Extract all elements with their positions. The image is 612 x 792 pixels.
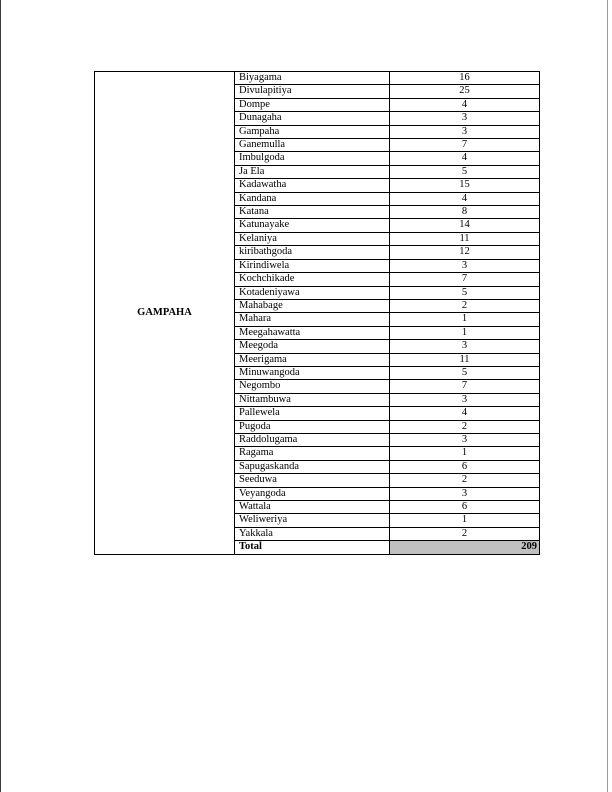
town-count-cell: 3 xyxy=(390,125,540,138)
town-name-cell: Divulapitiya xyxy=(235,85,390,98)
town-name-cell: Ganemulla xyxy=(235,139,390,152)
page-right-edge xyxy=(607,0,608,792)
town-count-cell: 3 xyxy=(390,487,540,500)
total-value-cell: 209 xyxy=(390,541,540,554)
town-count-cell: 14 xyxy=(390,219,540,232)
town-name-cell: Veyangoda xyxy=(235,487,390,500)
town-name-cell: Kelaniya xyxy=(235,232,390,245)
town-count-cell: 3 xyxy=(390,112,540,125)
town-name-cell: Ragama xyxy=(235,447,390,460)
town-name-cell: Kochchikade xyxy=(235,273,390,286)
town-name-cell: Weliweriya xyxy=(235,514,390,527)
town-name-cell: Pallewela xyxy=(235,407,390,420)
town-name-cell: Dunagaha xyxy=(235,112,390,125)
town-count-cell: 1 xyxy=(390,447,540,460)
town-name-cell: Mahabage xyxy=(235,299,390,312)
town-count-cell: 2 xyxy=(390,474,540,487)
town-name-cell: Katana xyxy=(235,206,390,219)
town-count-cell: 3 xyxy=(390,433,540,446)
town-count-cell: 11 xyxy=(390,353,540,366)
town-name-cell: Kandana xyxy=(235,192,390,205)
town-name-cell: Dompe xyxy=(235,98,390,111)
town-name-cell: Imbulgoda xyxy=(235,152,390,165)
town-name-cell: Sapugaskanda xyxy=(235,460,390,473)
town-count-cell: 16 xyxy=(390,72,540,85)
town-count-cell: 11 xyxy=(390,232,540,245)
town-count-cell: 8 xyxy=(390,206,540,219)
town-name-cell: Ja Ela xyxy=(235,165,390,178)
town-count-cell: 5 xyxy=(390,165,540,178)
town-name-cell: Meegahawatta xyxy=(235,326,390,339)
town-count-cell: 7 xyxy=(390,273,540,286)
town-count-cell: 15 xyxy=(390,179,540,192)
town-count-cell: 12 xyxy=(390,246,540,259)
town-count-cell: 1 xyxy=(390,514,540,527)
town-name-cell: Katunayake xyxy=(235,219,390,232)
town-count-cell: 5 xyxy=(390,286,540,299)
town-name-cell: Yakkala xyxy=(235,527,390,540)
town-count-cell: 7 xyxy=(390,380,540,393)
town-name-cell: Nittambuwa xyxy=(235,393,390,406)
town-name-cell: Meegoda xyxy=(235,340,390,353)
town-count-cell: 2 xyxy=(390,527,540,540)
town-name-cell: Kotadeniyawa xyxy=(235,286,390,299)
town-name-cell: Wattala xyxy=(235,501,390,514)
town-name-cell: Negombo xyxy=(235,380,390,393)
town-name-cell: Kirindiwela xyxy=(235,259,390,272)
town-name-cell: Raddolugama xyxy=(235,433,390,446)
town-count-cell: 1 xyxy=(390,313,540,326)
town-count-cell: 2 xyxy=(390,420,540,433)
town-count-table xyxy=(94,71,540,555)
town-name-cell: Pugoda xyxy=(235,420,390,433)
town-name-cell: Biyagama xyxy=(235,72,390,85)
town-count-cell: 6 xyxy=(390,460,540,473)
town-name-cell: Meerigama xyxy=(235,353,390,366)
town-count-cell: 3 xyxy=(390,393,540,406)
town-name-cell: Mahara xyxy=(235,313,390,326)
town-count-cell: 25 xyxy=(390,85,540,98)
town-count-cell: 4 xyxy=(390,98,540,111)
table-row xyxy=(95,72,540,85)
town-name-cell: Seeduwa xyxy=(235,474,390,487)
town-count-cell: 4 xyxy=(390,152,540,165)
town-count-cell: 7 xyxy=(390,139,540,152)
district-name-cell: GAMPAHA xyxy=(95,72,235,555)
town-count-cell: 2 xyxy=(390,299,540,312)
town-count-cell: 3 xyxy=(390,259,540,272)
total-label-cell: Total xyxy=(235,541,390,554)
table-body xyxy=(95,72,540,555)
town-name-cell: Minuwangoda xyxy=(235,366,390,379)
town-name-cell: Gampaha xyxy=(235,125,390,138)
town-name-cell: Kadawatha xyxy=(235,179,390,192)
page-left-edge xyxy=(0,0,1,792)
town-count-cell: 1 xyxy=(390,326,540,339)
town-count-cell: 5 xyxy=(390,366,540,379)
town-count-cell: 4 xyxy=(390,192,540,205)
town-count-cell: 3 xyxy=(390,340,540,353)
town-count-cell: 6 xyxy=(390,501,540,514)
town-count-cell: 4 xyxy=(390,407,540,420)
town-name-cell: kiribathgoda xyxy=(235,246,390,259)
